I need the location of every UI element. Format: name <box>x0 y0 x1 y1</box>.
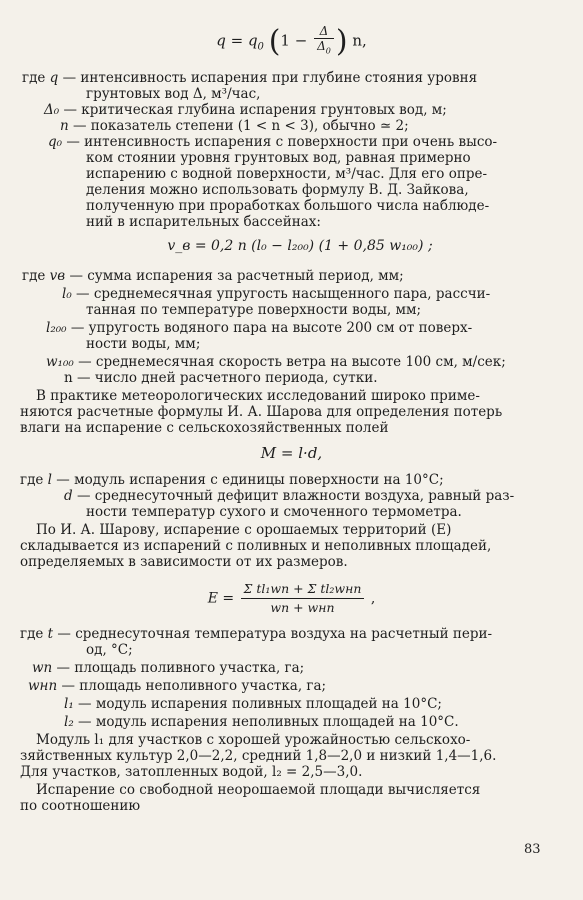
line-11-text: — сумма испарения за расчетный период, мм; <box>69 268 404 284</box>
line-4-text: — показатель степени (1 < n < 3), обычно ≃ 2; <box>73 118 409 134</box>
line-32-sym: l₂ <box>64 714 74 730</box>
formula-q-paren-close: ) <box>335 24 348 59</box>
line-29 <box>32 660 304 676</box>
line-25: складывается из испарений с поливных и неполивных площадей, <box>20 538 492 554</box>
line-31 <box>64 696 442 712</box>
formula-q-q0: q <box>247 31 258 50</box>
line-27 <box>20 626 492 642</box>
line-31-sym: l₁ <box>64 696 74 712</box>
formula-q <box>0 24 583 59</box>
line-1-text: — интенсивность испарения при глубине стояния уровня <box>62 70 478 86</box>
line-29-text: — площадь поливного участка, га; <box>56 660 305 676</box>
line-35: Для участков, затопленных водой, l₂ = 2,5—3,0. <box>20 764 363 780</box>
line-5-text: — интенсивность испарения с поверхности при очень высо- <box>66 134 498 150</box>
page-number: 83 <box>524 842 541 857</box>
line-3-text: — критическая глубина испарения грунтовых вод, м; <box>63 102 447 118</box>
line-21-pre: где <box>20 472 44 488</box>
line-16 <box>46 354 506 370</box>
formula-e-num: Σ tl₁wп + Σ tl₂wнп <box>241 580 365 599</box>
line-1 <box>22 70 477 86</box>
line-5 <box>48 134 497 150</box>
line-12 <box>62 286 490 302</box>
line-21-sym: l <box>47 472 52 488</box>
line-4-sym: n <box>60 118 69 134</box>
line-37: по соотношению <box>20 798 141 814</box>
line-28: од, °С; <box>86 642 133 658</box>
line-11 <box>22 268 404 284</box>
line-31-text: — модуль испарения поливных площадей на 10°С; <box>78 696 442 712</box>
line-3 <box>44 102 447 118</box>
line-9: полученную при проработках большого числа наблюде- <box>86 198 490 214</box>
line-22-text: — среднесуточный дефицит влажности воздуха, равный раз- <box>76 488 515 504</box>
formula-q-eq: = <box>230 31 244 50</box>
line-30-sym: wнп <box>28 678 58 694</box>
line-1-sym: q <box>49 70 59 86</box>
line-26: определяемых в зависимости от их размеров. <box>20 554 348 570</box>
line-19: няются расчетные формулы И. А. Шарова для определения потерь <box>20 404 503 420</box>
line-21-text: — модуль испарения с единицы поверхности на 10°С; <box>56 472 444 488</box>
line-23: ности температур сухого и смоченного термометра. <box>86 504 462 520</box>
line-11-sym: vв <box>49 268 66 284</box>
line-15: ности воды, мм; <box>86 336 201 352</box>
formula-q-den-sub: 0 <box>325 46 331 56</box>
formula-q-q0-sub: 0 <box>257 41 264 53</box>
line-5-sym: q₀ <box>48 134 63 150</box>
formula-q-n: n, <box>352 31 367 50</box>
line-32 <box>64 714 459 730</box>
line-20: влаги на испарение с сельскохозяйственных полей <box>20 420 389 436</box>
line-22 <box>64 488 514 504</box>
line-16-text: — среднемесячная скорость ветра на высоте 100 см, м/сек; <box>78 354 506 370</box>
line-17 <box>64 370 378 386</box>
line-30 <box>28 678 326 694</box>
formula-e-lhs: E = <box>207 590 235 607</box>
line-30-text: — площадь неполивного участка, га; <box>61 678 327 694</box>
line-36: Испарение со свободной неорошаемой площади вычисляется <box>36 782 481 798</box>
formula-e-den: wп + wнп <box>270 600 335 615</box>
line-18: В практике метеорологических исследований широко приме- <box>36 388 480 404</box>
line-4 <box>60 118 409 134</box>
line-14 <box>46 320 472 336</box>
formula-q-num: Δ <box>314 24 334 39</box>
line-13: танная по температуре поверхности воды, мм; <box>86 302 422 318</box>
formula-q-den <box>314 39 334 58</box>
line-33: Модуль l₁ для участков с хорошей урожайностью сельскохо- <box>36 732 471 748</box>
formula-q-lhs: q <box>216 31 226 50</box>
line-16-sym: w₁₀₀ <box>46 354 74 370</box>
line-24: По И. А. Шарову, испарение с орошаемых территорий (E) <box>36 522 452 538</box>
line-14-text: — упругость водяного пара на высоте 200 см от поверх- <box>70 320 473 336</box>
formula-q-one: 1 − <box>280 31 308 50</box>
line-2: грунтовых вод Δ, м³/час, <box>86 86 261 102</box>
line-32-text: — модуль испарения неполивных площадей на 10°С. <box>78 714 459 730</box>
line-12-text: — среднемесячная упругость насыщенного пара, рассчи- <box>76 286 491 302</box>
line-34: зяйственных культур 2,0—2,2, средний 1,8—2,0 и низкий 1,4—1,6. <box>20 748 497 764</box>
line-22-sym: d <box>64 488 73 504</box>
line-14-sym: l₂₀₀ <box>46 320 67 336</box>
line-3-sym: Δ₀ <box>44 102 60 118</box>
formula-e-fraction <box>241 580 365 617</box>
line-10: ний в испарительных бассейнах: <box>86 214 321 230</box>
line-7: испарению с водной поверхности, м³/час. Для его опре- <box>86 166 488 182</box>
line-17-sym: n <box>64 370 73 386</box>
formula-m: M = l·d, <box>260 444 323 462</box>
line-27-sym: t <box>47 626 54 642</box>
formula-q-fraction <box>314 24 334 58</box>
formula-q-paren-open: ( <box>268 24 281 59</box>
line-27-text: — среднесуточная температура воздуха на расчетный пери- <box>57 626 493 642</box>
formula-e-tail: , <box>370 590 376 607</box>
line-6: ком стоянии уровня грунтовых вод, равная примерно <box>86 150 471 166</box>
formula-e <box>0 580 583 617</box>
formula-q-den-delta: Δ <box>317 39 326 54</box>
line-11-pre: где <box>22 268 46 284</box>
line-12-sym: l₀ <box>62 286 72 302</box>
line-1-pre: где <box>22 70 46 86</box>
line-21 <box>20 472 444 488</box>
line-17-text: — число дней расчетного периода, сутки. <box>77 370 378 386</box>
line-27-pre: где <box>20 626 44 642</box>
formula-vb: v_в = 0,2 n (l₀ − l₂₀₀) (1 + 0,85 w₁₀₀) ; <box>167 238 433 254</box>
line-8: деления можно использовать формулу В. Д. Зайкова, <box>86 182 469 198</box>
line-29-sym: wп <box>32 660 53 676</box>
